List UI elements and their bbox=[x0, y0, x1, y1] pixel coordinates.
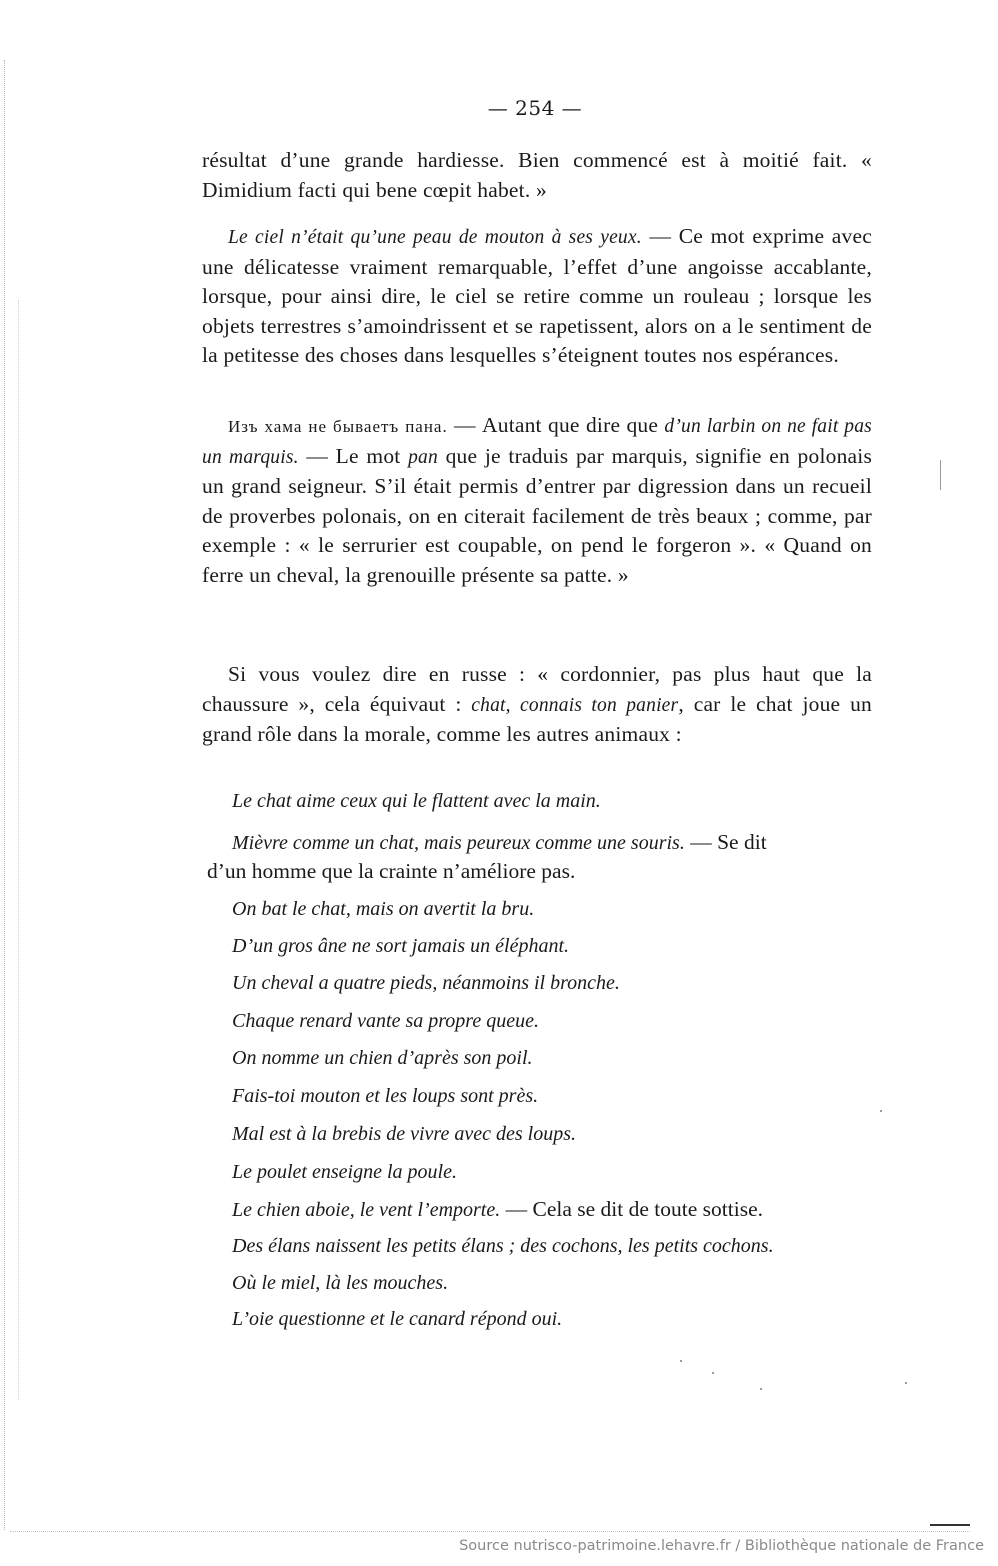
proverb-text: Des élans naissent les petits élans ; des cochons, les petits cochons. bbox=[232, 1235, 774, 1257]
paragraph-3 bbox=[202, 411, 872, 590]
proverb-line bbox=[232, 790, 601, 813]
page-number: — 254 — bbox=[487, 96, 583, 120]
paragraph-4-text-b: , car le chat joue un grand rôle dans la morale, comme les autres animaux : bbox=[202, 691, 872, 746]
paragraph-3-italic-b: pan bbox=[408, 446, 438, 468]
paragraph-4-text-a: Si vous voulez dire en russe : « cordonnier, pas plus haut que la chaussure », cela équivaut : bbox=[202, 662, 872, 716]
scan-edge-left bbox=[4, 60, 6, 1530]
proverb-line bbox=[232, 972, 620, 995]
proverb-text: Mal est à la brebis de vivre avec des loups. bbox=[232, 1123, 576, 1145]
paragraph-3-body bbox=[202, 411, 872, 590]
proverb-line bbox=[232, 1308, 562, 1331]
proverb-line bbox=[232, 1047, 533, 1070]
scan-speck bbox=[880, 1110, 882, 1112]
proverb-text: Où le miel, là les mouches. bbox=[232, 1272, 449, 1294]
paragraph-2-italic: Le ciel n’était qu’une peau de mouton à ses yeux. bbox=[228, 227, 642, 248]
proverb-line bbox=[232, 1010, 539, 1033]
proverb-line bbox=[232, 1235, 774, 1258]
proverb-text: Un cheval a quatre pieds, néanmoins il bronche. bbox=[232, 972, 620, 994]
paragraph-2-body bbox=[202, 222, 872, 371]
scan-speck bbox=[930, 1524, 970, 1526]
scan-speck bbox=[905, 1382, 907, 1384]
proverb-text: Le chat aime ceux qui le flattent avec la main. bbox=[232, 790, 601, 812]
proverb-text: On nomme un chien d’après son poil. bbox=[232, 1047, 533, 1069]
scan-speck bbox=[940, 460, 941, 490]
source-attribution: Source nutrisco-patrimoine.lehavre.fr / Bibliothèque nationale de France bbox=[459, 1538, 984, 1554]
scan-speck bbox=[760, 1388, 762, 1390]
proverb-line bbox=[232, 1161, 457, 1184]
proverb-line bbox=[232, 898, 534, 921]
paragraph-3-text-a: — Autant que dire que bbox=[447, 413, 665, 437]
paragraph-1 bbox=[202, 146, 872, 205]
paragraph-4 bbox=[202, 660, 872, 750]
proverb-line bbox=[232, 830, 767, 855]
paragraph-4-body bbox=[202, 660, 872, 750]
proverb-text: Le poulet enseigne la poule. bbox=[232, 1161, 457, 1183]
proverb-line bbox=[232, 935, 569, 958]
proverb-continuation bbox=[207, 859, 575, 884]
proverb-line bbox=[232, 1123, 576, 1146]
scan-speck bbox=[680, 1360, 682, 1362]
paragraph-3-text-c: que je traduis par marquis, signifie en polonais un grand seigneur. S’il était permis d’entrer par digression dans un recueil de proverbes polonais, on en citerait facilement de très beaux ; comme, par exemple : « le serrurier est coupable, on pend le forgeron ». « Quand on ferre un cheval, la grenouille présente sa patte. » bbox=[202, 443, 873, 587]
proverb-text: Fais-toi mouton et les loups sont près. bbox=[232, 1085, 539, 1107]
paragraph-3-cyrillic: Изъ хама не бываетъ пана. bbox=[228, 417, 448, 436]
proverb-note: — Se dit bbox=[684, 830, 767, 854]
proverb-line bbox=[232, 1197, 763, 1222]
proverb-note: — Cela se dit de toute sottise. bbox=[500, 1197, 763, 1221]
scan-speck bbox=[712, 1372, 714, 1374]
scan-edge-left-inner bbox=[18, 300, 20, 1400]
proverb-text: On bat le chat, mais on avertit la bru. bbox=[232, 898, 535, 920]
proverb-text: Chaque renard vante sa propre queue. bbox=[232, 1010, 539, 1032]
paragraph-2-text: — Ce mot exprime avec une délicatesse vraiment remarquable, l’effet d’une angoisse accablante, lorsque, pour ainsi dire, le ciel se retire comme un rouleau ; lorsque les objets terrestres s’amoindrissent et se rapetissent, alors on a le sentiment de la petitesse des choses dans lesquelles s’éteignent toutes nos espérances. bbox=[202, 224, 872, 367]
paragraph-3-italic-a: d’un larbin on ne fait pas un marquis. bbox=[202, 416, 872, 468]
proverb-line bbox=[232, 1085, 538, 1108]
proverb-text: Le chien aboie, le vent l’emporte. bbox=[232, 1199, 501, 1221]
paragraph-1-text: résultat d’une grande hardiesse. Bien commencé est à moitié fait. « Dimidium facti qui bene cœpit habet. » bbox=[202, 148, 872, 202]
proverb-note-continuation: d’un homme que la crainte n’améliore pas. bbox=[207, 859, 576, 883]
proverb-line bbox=[232, 1272, 448, 1295]
paragraph-4-italic-a: chat, connais ton panier bbox=[471, 694, 679, 716]
paragraph-3-text-b: — Le mot bbox=[298, 443, 409, 468]
proverb-text: Mièvre comme un chat, mais peureux comme une souris. bbox=[232, 832, 685, 854]
scan-bottom-edge bbox=[10, 1531, 970, 1533]
proverb-text: L’oie questionne et le canard répond oui. bbox=[232, 1308, 563, 1330]
paragraph-2 bbox=[202, 222, 872, 371]
proverb-text: D’un gros âne ne sort jamais un éléphant. bbox=[232, 935, 570, 957]
